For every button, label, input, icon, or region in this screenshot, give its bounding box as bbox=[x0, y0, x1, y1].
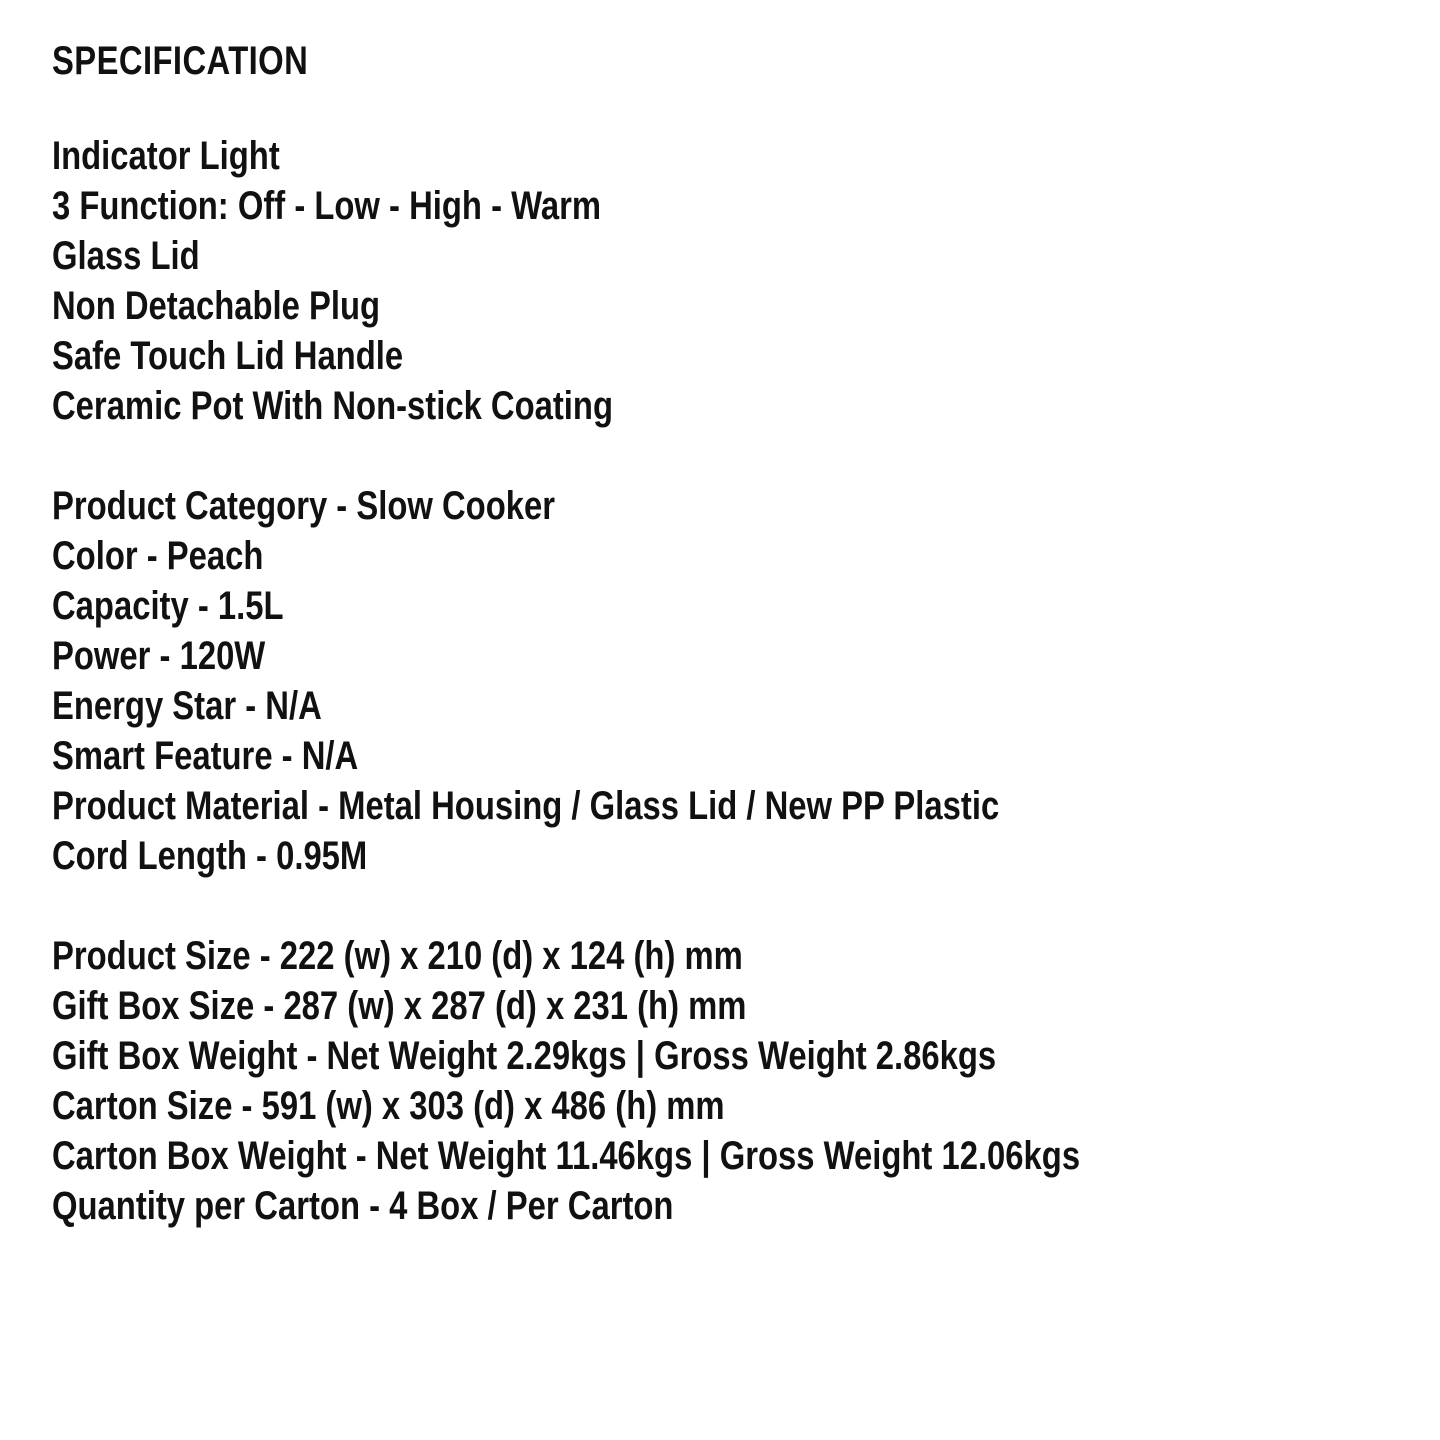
packaging-line-quantity: Quantity per Carton - 4 Box / Per Carton bbox=[52, 1184, 674, 1228]
packaging-line-giftbox-size: Gift Box Size - 287 (w) x 287 (d) x 231 (h) mm bbox=[52, 984, 747, 1028]
feature-line-indicator-light: Indicator Light bbox=[52, 134, 280, 178]
specification-sheet bbox=[52, 36, 1440, 1231]
detail-line-capacity: Capacity - 1.5L bbox=[52, 584, 284, 628]
feature-line-ceramic-pot: Ceramic Pot With Non-stick Coating bbox=[52, 384, 613, 428]
detail-line-category: Product Category - Slow Cooker bbox=[52, 484, 556, 528]
packaging-line-product-size: Product Size - 222 (w) x 210 (d) x 124 (h) mm bbox=[52, 934, 743, 978]
packaging-line-carton-size: Carton Size - 591 (w) x 303 (d) x 486 (h) mm bbox=[52, 1084, 725, 1128]
detail-line-energy: Energy Star - N/A bbox=[52, 684, 322, 728]
features-section bbox=[52, 131, 1440, 431]
page-title: SPECIFICATION bbox=[52, 39, 309, 83]
details-section bbox=[52, 481, 1440, 881]
detail-line-material: Product Material - Metal Housing / Glass Lid / New PP Plastic bbox=[52, 784, 1000, 828]
detail-line-power: Power - 120W bbox=[52, 634, 266, 678]
packaging-section bbox=[52, 931, 1440, 1231]
packaging-line-carton-weight: Carton Box Weight - Net Weight 11.46kgs | Gross Weight 12.06kgs bbox=[52, 1134, 1081, 1178]
feature-line-functions: 3 Function: Off - Low - High - Warm bbox=[52, 184, 602, 228]
feature-line-lid-handle: Safe Touch Lid Handle bbox=[52, 334, 404, 378]
detail-line-smart: Smart Feature - N/A bbox=[52, 734, 359, 778]
feature-line-glass-lid: Glass Lid bbox=[52, 234, 200, 278]
detail-line-cord: Cord Length - 0.95M bbox=[52, 834, 368, 878]
feature-line-plug: Non Detachable Plug bbox=[52, 284, 381, 328]
detail-line-color: Color - Peach bbox=[52, 534, 264, 578]
packaging-line-giftbox-weight: Gift Box Weight - Net Weight 2.29kgs | Gross Weight 2.86kgs bbox=[52, 1034, 997, 1078]
